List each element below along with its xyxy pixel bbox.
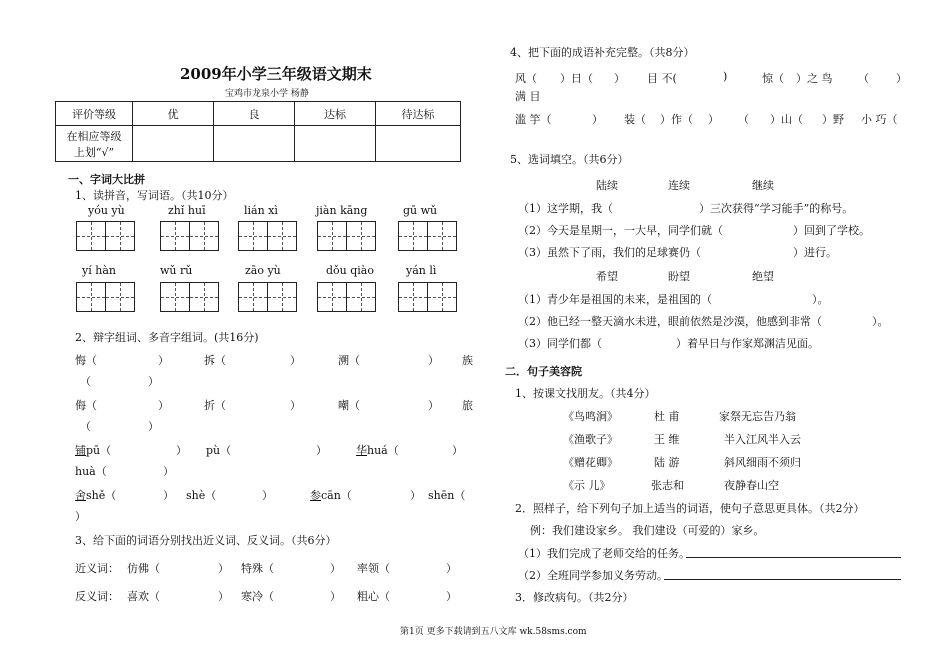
q2-line2-a: （ [80,375,91,388]
duoyin-shen: shēn（ [428,489,466,502]
idiom-1-a: 风（ [515,72,537,85]
antonym-close-2: ） [330,590,341,603]
q2-line4-b: ） [148,420,159,433]
fill-3-b: ）进行。 [793,246,837,259]
synonym-close-2: ） [330,562,341,575]
duoyin-pu-pinyin: pū（ [86,444,112,457]
idiom-1-b: ）日（ [560,72,593,85]
section-2-heading: 二．句子美容院 [505,365,582,378]
pinyin-1: yóu yù [88,204,125,217]
q2-line1-e: 溯（ [338,354,360,367]
eval-row-label-line1: 在相应等级 [66,129,122,143]
fill-5-b: ）。 [872,315,889,328]
pinyin-9: dǒu qiào [326,264,374,277]
question-2: 2、辩字组词、多音字组词。(共16分) [75,331,259,344]
idiom-4-a: （ [858,72,869,85]
q2-line3-g: 旅 [462,399,473,412]
duoyin-she-close: ） [163,489,174,502]
idiom-6-c: ） [708,113,719,126]
fill-4-b: ）。 [812,293,829,306]
tianzige-box-4[interactable] [317,221,374,251]
page-subtitle: 宝鸡市龙泉小学 杨静 [225,89,309,99]
synonym-word-1: 仿佛（ [127,562,160,575]
page-title: 2009年小学三年级语文期末 [180,65,372,83]
q2-line1-g: 族 [462,354,473,367]
duoyin-she-char: 舍 [75,489,86,502]
eval-header-level: 评价等级 [56,102,133,126]
idiom-3-a: 惊（ [762,72,784,85]
idiom-5-a: 滥 竽（ [515,113,552,126]
q2-line3-b: ） [158,399,169,412]
duoyin-hua-char: 华 [356,444,367,457]
fill-1-a: （1）这学期，我（ [518,202,613,215]
idiom-7-c: ）野 [822,113,844,126]
idiom-5-b: ） [592,113,603,126]
duoyin-shen-close: ） [75,510,86,523]
idiom-7-b: ）山（ [770,113,803,126]
duoyin-can [310,487,352,503]
q2-line3-a: 侮（ [75,399,97,412]
q2-line1-d: ） [290,354,301,367]
tianzige-box-9[interactable] [317,282,374,312]
eval-header-needs: 待达标 [376,102,461,126]
word-choice-5: 盼望 [668,270,690,283]
duoyin-pu2: pù（ [206,444,232,457]
antonym-word-2: 寒冷（ [241,590,274,603]
tianzige-box-8[interactable] [238,282,295,312]
duoyin-pu-close: ） [176,444,187,457]
match-line-4: 夜静春山空 [724,479,779,492]
section-1-heading: 一、字词大比拼 [68,173,145,186]
tianzige-box-1[interactable] [76,221,133,251]
q2-line3-c: 折（ [204,399,226,412]
duoyin-hua-close: ） [452,444,463,457]
antonym-label: 反义词： [75,590,119,603]
q7-sentence-2: （2）全班同学参加义务劳动。 [518,569,668,582]
fill-2-a: （2）今天是星期一，一大早，同学们就（ [518,224,723,237]
match-poet-4: 张志和 [651,479,684,492]
question-4: 4、把下面的成语补充完整。（共8分） [510,46,695,59]
eval-row-label [56,126,133,162]
page-footer: 第1页 更多下载请到五八文库 wk.58sms.com [400,627,587,637]
word-choice-3: 继续 [752,179,774,192]
duoyin-pu [75,442,111,458]
duoyin-can-char: 参 [310,489,321,502]
eval-cell-excellent[interactable] [133,126,214,162]
match-poem-3: 《赠花卿》 [563,456,618,469]
synonym-word-3: 率领（ [357,562,390,575]
question-3: 3、给下面的词语分别找出近义词、反义词。（共6分） [75,534,337,547]
evaluation-table [55,101,461,162]
pinyin-7: wǔ rǔ [160,264,193,277]
question-8: 3．修改病句。（共2分） [515,591,634,604]
antonym-close-1: ） [218,590,229,603]
antonym-word-3: 粗心（ [357,590,390,603]
word-choice-1: 陆续 [596,179,618,192]
word-choice-2: 连续 [668,179,690,192]
tianzige-box-5[interactable] [398,221,455,251]
match-poet-2: 王 维 [654,433,680,446]
antonym-word-1: 喜欢（ [127,590,160,603]
q7-example: 例：我们建设家乡。 我们建设（可爱的）家乡。 [530,524,765,537]
q2-line4-a: （ [80,420,91,433]
eval-cell-good[interactable] [214,126,295,162]
match-line-3: 斜风细雨不须归 [724,456,801,469]
duoyin-she [75,487,116,503]
synonym-label: 近义词： [75,562,119,575]
duoyin-she2: shè（ [186,489,217,502]
duoyin-can-close: ） [410,489,421,502]
antonym-close-3: ） [446,590,457,603]
pinyin-3: lián xì [244,204,278,217]
idiom-4-b: ） [896,72,907,85]
fill-6-a: （3）同学们都（ [518,337,602,350]
pinyin-10: yán lì [406,264,437,277]
q2-line2-b: ） [148,375,159,388]
eval-header-pass: 达标 [295,102,376,126]
question-6: 1、按课文找朋友。（共4分） [515,387,656,400]
fill-3-a: （3）虽然下了雨，我们的足球赛仍（ [518,246,701,259]
eval-cell-pass[interactable] [295,126,376,162]
fill-2-b: ）回到了学校。 [793,224,870,237]
idiom-2-b: ) [723,70,728,83]
synonym-word-2: 特殊（ [241,562,274,575]
duoyin-hua [356,442,399,458]
word-choice-6: 绝望 [752,270,774,283]
fill-4-a: （1）青少年是祖国的未来，是祖国的（ [518,293,712,306]
q2-line1-b: ） [158,354,169,367]
word-choice-4: 希望 [596,270,618,283]
question-1: 1、读拼音，写词语。（共10分） [75,189,234,202]
fill-5-a: （2）他已经一整天滴水未进，眼前依然是沙漠，他感到非常（ [518,315,822,328]
q2-line1-c: 拆（ [204,354,226,367]
duoyin-she-pinyin: shě（ [86,489,117,502]
duoyin-hua-pinyin: huá（ [367,444,399,457]
q2-line3-f: ） [428,399,439,412]
q2-line3-d: ） [290,399,301,412]
idiom-4-c: 满 目 [515,90,541,103]
match-poem-4: 《示 儿》 [563,479,611,492]
q2-line3-e: 嘲（ [338,399,360,412]
fill-1-b: ）三次获得“学习能手”的称号。 [699,202,854,215]
duoyin-she2-close: ） [262,489,273,502]
match-poet-1: 杜 甫 [654,410,680,423]
duoyin-pu-char: 铺 [75,444,86,457]
q7-sentence-1: （1）我们完成了老师交给的任务。 [518,547,690,560]
duoyin-pu2-close: ） [316,444,327,457]
synonym-close-3: ） [446,562,457,575]
pinyin-6: yí hàn [82,264,116,277]
tianzige-box-6[interactable] [76,282,133,312]
q7-answer-line-1[interactable] [686,557,901,558]
duoyin-can-pinyin: cān（ [321,489,352,502]
pinyin-8: zāo yù [245,264,281,277]
eval-cell-needs[interactable] [376,126,461,162]
eval-header-good: 良 [214,102,295,126]
question-5: 5、选词填空。（共6分） [510,153,629,166]
match-poem-1: 《鸟鸣涧》 [563,410,618,423]
pinyin-5: gū wǔ [403,204,438,217]
tianzige-box-10[interactable] [398,282,455,312]
idiom-7-a: （ [738,113,749,126]
match-poem-2: 《渔歌子》 [563,433,618,446]
duoyin-hua2: huà（ [75,465,107,478]
pinyin-4: jiàn kāng [316,204,368,217]
q7-answer-line-2[interactable] [664,579,901,580]
question-7: 2．照样子，给下列句子加上适当的词语，使句子意思更具体。（共2分） [515,502,865,515]
idiom-1-c: ） [614,72,625,85]
idiom-2-a: 目 不( [647,72,677,85]
eval-header-excellent: 优 [133,102,214,126]
match-line-2: 半入江风半入云 [724,433,801,446]
match-line-1: 家祭无忘告乃翁 [719,410,796,423]
tianzige-box-2[interactable] [160,221,217,251]
match-poet-3: 陆 游 [654,456,680,469]
idiom-8-a: 小 巧（ [861,113,898,126]
idiom-6-b: ）作（ [660,113,693,126]
duoyin-hua2-close: ） [163,465,174,478]
fill-6-b: ）着早日与作家郑渊洁见面。 [676,337,819,350]
idiom-3-b: ）之 鸟 [796,72,833,85]
eval-row-label-line2: 上划“√” [73,145,115,159]
q2-line1-a: 悔（ [75,354,97,367]
tianzige-box-3[interactable] [238,221,295,251]
synonym-close-1: ） [218,562,229,575]
idiom-6-a: 装（ [624,113,646,126]
tianzige-box-7[interactable] [160,282,217,312]
q2-line1-f: ） [428,354,439,367]
pinyin-2: zhǐ huī [168,204,206,217]
